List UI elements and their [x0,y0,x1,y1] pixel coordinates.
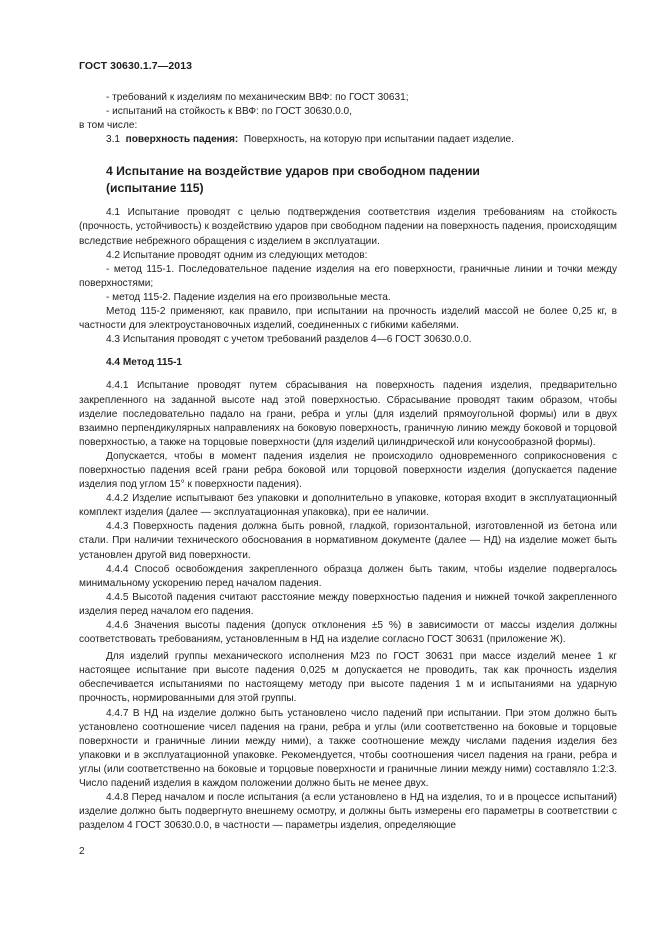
paragraph-4-4-6-b: Для изделий группы механического исполнения М23 по ГОСТ 30631 при массе изделий менее 1 кг настоящее испытание при высоте падения 0,025 м допускается не проводить, так как прочность изделия обеспечивается испытаниями по настоящему методу при высоте падения 1 м и испытаниями на ударную прочность, нормированными для этой группы. [79,651,617,705]
paragraph-4-4-1-b: Допускается, чтобы в момент падения изделия не происходило одновременного соприкосновения с поверхностью падения всей грани ребра боковой или торцовой поверхности изделия (допускается падение изделия под углом 15° к поверхности падения). [79,450,617,491]
paragraph-4-2-method-1: - метод 115-1. Последовательное падение изделия на его поверхности, граничные линии и точки между поверхностями; [79,263,617,289]
paragraph-4-4-5: 4.4.5 Высотой падения считают расстояние между поверхностью падения и нижней точкой закрепленного изделия перед началом его падения. [79,591,617,617]
paragraph-4-1: 4.1 Испытание проводят с целью подтверждения соответствия изделия требованиям на стойкость (прочность, устойчивость) к воздействию ударов при свободном падении на поверхность падения, происходящим вследствие небрежного обращения с изделием в эксплуатации. [79,207,617,247]
paragraph-4-4-4: 4.4.4 Способ освобождения закрепленного образца должен быть таким, чтобы изделие подвергалось минимальному ускорению перед началом падения. [79,563,617,589]
paragraph-4-4-1: 4.4.1 Испытание проводят путем сбрасывания на поверхность падения изделия, предварительно закрепленного на заданной высоте над этой поверхностью. Сбрасывание проводят таким образом, чтобы изделие последовательно падало на грани, ребра и углы (для изделий прямоугольной формы) или в двух взаимно перпендикулярных направлениях на боковую поверхность, граничную линию между боковой и торцовой поверхностью, а также на торцовые поверхности (для изделий цилиндрической или конусообразной формы). [79,380,617,448]
section-heading-line: (испытание 115) [106,180,204,195]
paragraph-4-4-7: 4.4.7 В НД на изделие должно быть установлено число падений при испытании. При этом должно быть установлено соотношение чисел падения на грани, ребра и углы (или соответственно на боковые и торцовые поверхности и граничные линии между ними), а также соотношение между числами падения изделия без упаковки и в эксплуатационной упаковке. Рекомендуется, чтобы соотношения чисел падения на грани, ребра и углы (или соответственно на боковые и торцовые поверхности и граничные линии между ними) составляло 1:2:3. Число падений изделия в каждом положении должно быть не менее двух. [79,707,617,790]
page-body [79,91,617,833]
definition-number: 3.1 [106,134,121,146]
intro-including: в том числе: [79,120,138,132]
definition-3-1 [79,133,617,147]
page-number: 2 [79,846,85,857]
subsection-heading-4-4: 4.4 Метод 115-1 [106,357,183,369]
definition-text: Поверхность, на которую при испытании падает изделие. [243,134,514,146]
list-item: - испытаний на стойкость к ВВФ: по ГОСТ 30630.0.0, [106,106,352,118]
paragraph-4-2: 4.2 Испытание проводят одним из следующих методов: [106,249,368,261]
document-header: ГОСТ 30630.1.7—2013 [79,60,193,72]
paragraph-4-2-note: Метод 115-2 применяют, как правило, при испытании на прочность изделий массой не более 0,25 кг, в частности для электроустановочных изделий, соединенных с гибкими кабелями. [79,306,617,332]
definition-term: поверхность падения: [125,134,239,146]
paragraph-4-2-method-2: - метод 115-2. Падение изделия на его произвольные места. [106,291,391,303]
section-heading-4 [106,163,617,196]
paragraph-4-4-3: 4.4.3 Поверхность падения должна быть ровной, гладкой, горизонтальной, изготовленной из бетона или стали. При наличии технического обоснования в нормативном документе (далее — НД) на изделие может быть установлен другой вид поверхности. [79,521,617,561]
paragraph-4-4-2: 4.4.2 Изделие испытывают без упаковки и дополнительно в упаковке, которая входит в эксплуатационный комплект изделия (далее — эксплуатационная упаковка), при ее наличии. [79,493,617,519]
section-heading-line: 4 Испытание на воздействие ударов при свободном падении [106,164,480,179]
paragraph-4-3: 4.3 Испытания проводят с учетом требований разделов 4—6 ГОСТ 30630.0.0. [106,334,472,346]
paragraph-4-4-6: 4.4.6 Значения высоты падения (допуск отклонения ±5 %) в зависимости от массы изделия должны соответствовать требованиям, установленным в НД на изделие согласно ГОСТ 30631 (приложение Ж). [79,620,617,646]
list-item: - требований к изделиям по механическим ВВФ: по ГОСТ 30631; [106,92,409,103]
paragraph-4-4-8: 4.4.8 Перед началом и после испытания (а если установлено в НД на изделия, то и в процессе испытаний) изделие должно быть подвергнуто внешнему осмотру, и должны быть измерены его параметры в соответствии с разделом 4 ГОСТ 30630.0.0, в частности — параметры изделия, определяющие [79,792,617,832]
